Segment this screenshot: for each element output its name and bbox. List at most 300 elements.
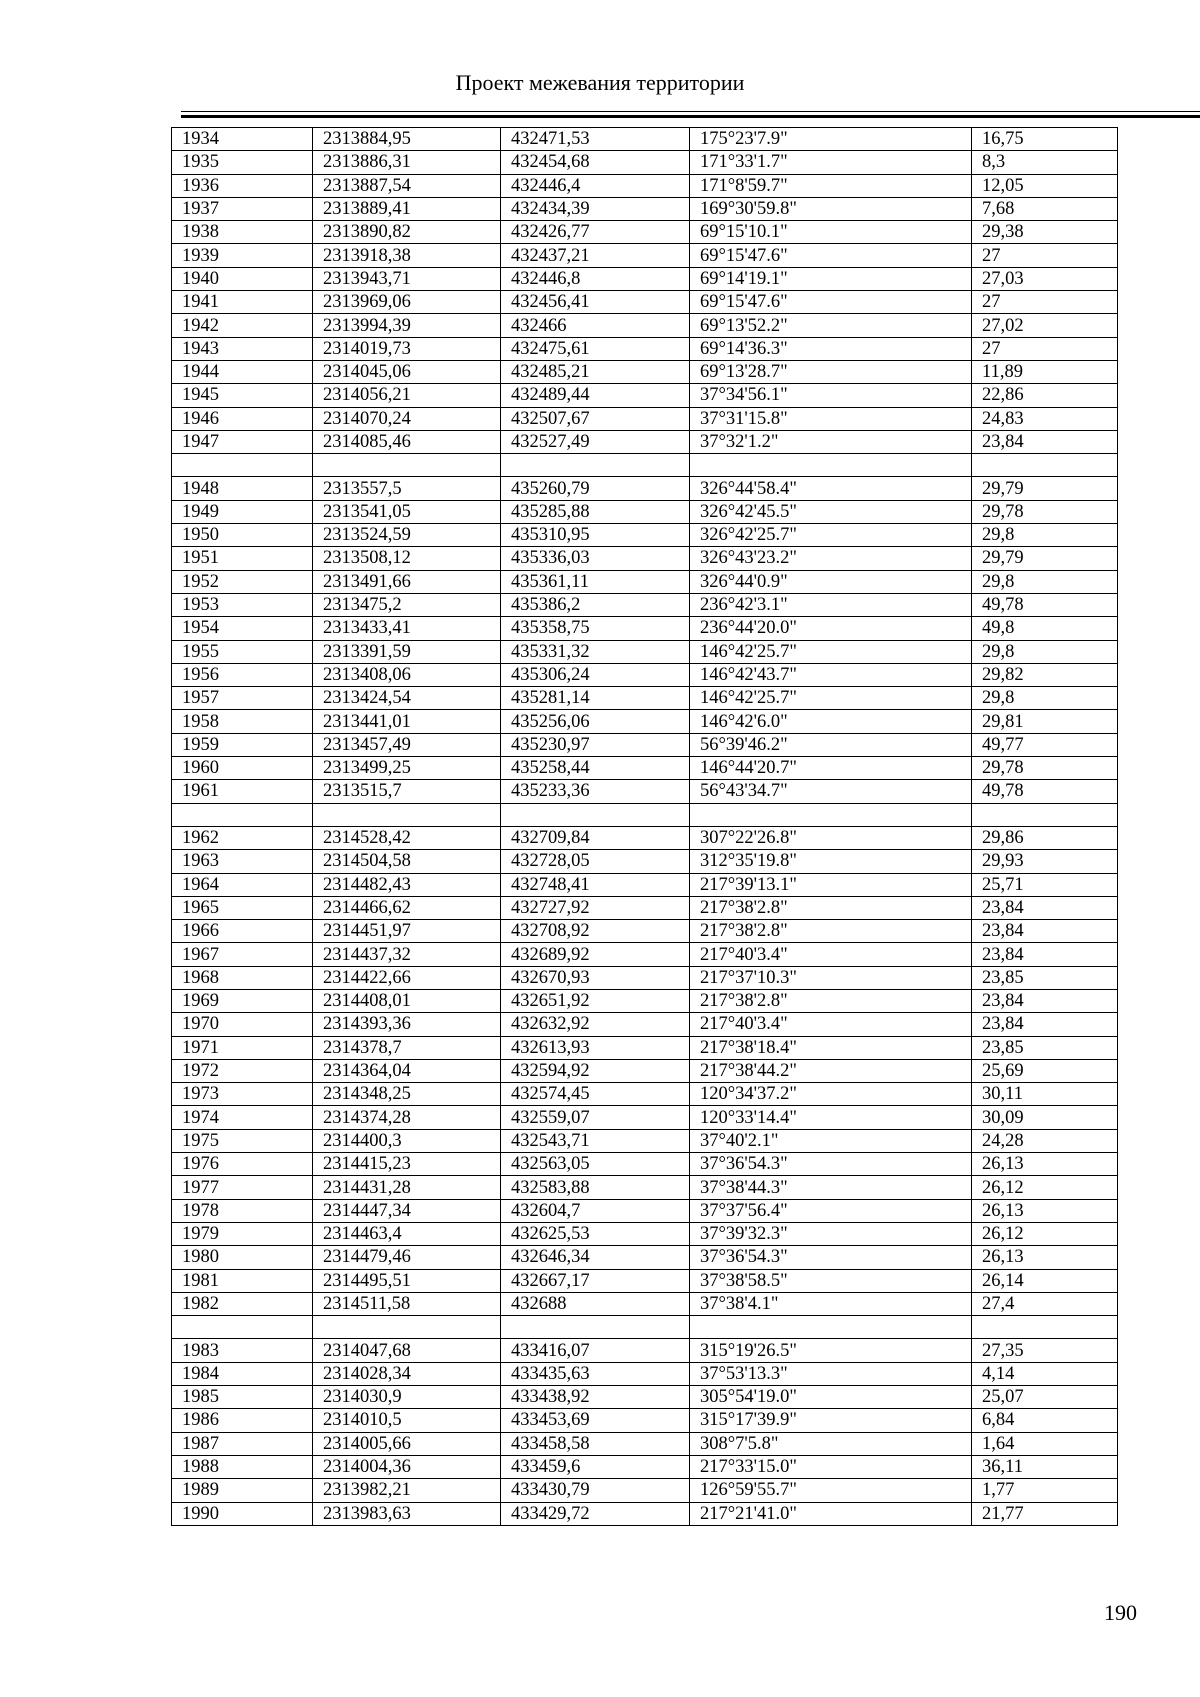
y-coordinate-cell: 432583,88 (501, 1176, 690, 1199)
direction-angle-cell: 56°39'46.2" (690, 733, 972, 756)
direction-angle-cell: 146°42'43.7" (690, 663, 972, 686)
y-coordinate-cell: 432604,7 (501, 1199, 690, 1222)
x-coordinate-cell: 2314030,9 (313, 1386, 501, 1409)
point-number-cell: 1939 (172, 244, 313, 267)
distance-cell: 21,77 (972, 1502, 1118, 1525)
x-coordinate-cell: 2313524,59 (313, 524, 501, 547)
y-coordinate-cell: 433458,58 (501, 1432, 690, 1455)
y-coordinate-cell (501, 454, 690, 477)
direction-angle-cell (690, 1316, 972, 1339)
x-coordinate-cell: 2313433,41 (313, 617, 501, 640)
table-separator-row (172, 1316, 1118, 1339)
distance-cell: 26,12 (972, 1176, 1118, 1199)
distance-cell: 4,14 (972, 1362, 1118, 1385)
distance-cell: 29,8 (972, 687, 1118, 710)
point-number-cell: 1978 (172, 1199, 313, 1222)
x-coordinate-cell: 2313886,31 (313, 151, 501, 174)
point-number-cell: 1940 (172, 267, 313, 290)
y-coordinate-cell: 432485,21 (501, 360, 690, 383)
direction-angle-cell: 236°42'3.1" (690, 593, 972, 616)
point-number-cell: 1945 (172, 384, 313, 407)
distance-cell: 8,3 (972, 151, 1118, 174)
direction-angle-cell: 69°13'52.2" (690, 314, 972, 337)
y-coordinate-cell: 435260,79 (501, 477, 690, 500)
point-number-cell: 1964 (172, 873, 313, 896)
y-coordinate-cell: 435233,36 (501, 780, 690, 803)
direction-angle-cell: 326°43'23.2" (690, 547, 972, 570)
x-coordinate-cell: 2314393,36 (313, 1013, 501, 1036)
table-row (172, 1129, 1118, 1152)
distance-cell: 1,77 (972, 1479, 1118, 1502)
distance-cell: 26,12 (972, 1222, 1118, 1245)
table-row (172, 873, 1118, 896)
y-coordinate-cell (501, 1316, 690, 1339)
y-coordinate-cell: 432475,61 (501, 337, 690, 360)
distance-cell: 26,13 (972, 1246, 1118, 1269)
x-coordinate-cell: 2314348,25 (313, 1083, 501, 1106)
direction-angle-cell: 37°38'44.3" (690, 1176, 972, 1199)
distance-cell: 29,8 (972, 524, 1118, 547)
y-coordinate-cell: 435358,75 (501, 617, 690, 640)
table-row (172, 384, 1118, 407)
point-number-cell: 1962 (172, 826, 313, 849)
table-row (172, 1502, 1118, 1525)
distance-cell: 24,83 (972, 407, 1118, 430)
point-number-cell: 1959 (172, 733, 313, 756)
table-row (172, 1386, 1118, 1409)
direction-angle-cell: 326°42'45.5" (690, 500, 972, 523)
distance-cell: 24,28 (972, 1129, 1118, 1152)
table-row (172, 500, 1118, 523)
y-coordinate-cell: 432489,44 (501, 384, 690, 407)
direction-angle-cell: 315°17'39.9" (690, 1409, 972, 1432)
table-row (172, 1083, 1118, 1106)
y-coordinate-cell: 432651,92 (501, 989, 690, 1012)
direction-angle-cell: 146°42'25.7" (690, 640, 972, 663)
direction-angle-cell: 236°44'20.0" (690, 617, 972, 640)
x-coordinate-cell: 2314085,46 (313, 430, 501, 453)
point-number-cell: 1947 (172, 430, 313, 453)
table-row (172, 524, 1118, 547)
distance-cell: 26,13 (972, 1199, 1118, 1222)
table-row (172, 943, 1118, 966)
table-row (172, 617, 1118, 640)
point-number-cell: 1937 (172, 197, 313, 220)
distance-cell: 26,14 (972, 1269, 1118, 1292)
y-coordinate-cell: 433453,69 (501, 1409, 690, 1432)
distance-cell: 29,81 (972, 710, 1118, 733)
point-number-cell (172, 1316, 313, 1339)
distance-cell (972, 803, 1118, 826)
y-coordinate-cell: 435285,88 (501, 500, 690, 523)
table-row (172, 291, 1118, 314)
direction-angle-cell: 217°38'2.8" (690, 920, 972, 943)
x-coordinate-cell: 2314479,46 (313, 1246, 501, 1269)
point-number-cell: 1954 (172, 617, 313, 640)
distance-cell (972, 454, 1118, 477)
y-coordinate-cell: 432446,8 (501, 267, 690, 290)
y-coordinate-cell: 432613,93 (501, 1036, 690, 1059)
table-row (172, 221, 1118, 244)
y-coordinate-cell: 435258,44 (501, 757, 690, 780)
x-coordinate-cell: 2314004,36 (313, 1455, 501, 1478)
point-number-cell: 1981 (172, 1269, 313, 1292)
page-number: 190 (1104, 1600, 1137, 1625)
y-coordinate-cell: 432728,05 (501, 850, 690, 873)
table-row (172, 593, 1118, 616)
direction-angle-cell: 120°33'14.4" (690, 1106, 972, 1129)
y-coordinate-cell: 432543,71 (501, 1129, 690, 1152)
table-row (172, 733, 1118, 756)
table-row (172, 1269, 1118, 1292)
direction-angle-cell: 146°42'25.7" (690, 687, 972, 710)
direction-angle-cell: 37°38'58.5" (690, 1269, 972, 1292)
distance-cell: 22,86 (972, 384, 1118, 407)
table-row (172, 244, 1118, 267)
table-row (172, 1479, 1118, 1502)
distance-cell: 29,79 (972, 547, 1118, 570)
direction-angle-cell: 37°39'32.3" (690, 1222, 972, 1245)
point-number-cell: 1948 (172, 477, 313, 500)
direction-angle-cell: 56°43'34.7" (690, 780, 972, 803)
x-coordinate-cell: 2313969,06 (313, 291, 501, 314)
distance-cell: 23,84 (972, 1013, 1118, 1036)
distance-cell: 49,78 (972, 593, 1118, 616)
x-coordinate-cell: 2313943,71 (313, 267, 501, 290)
distance-cell: 11,89 (972, 360, 1118, 383)
point-number-cell: 1986 (172, 1409, 313, 1432)
table-separator-row (172, 803, 1118, 826)
distance-cell: 29,93 (972, 850, 1118, 873)
point-number-cell: 1950 (172, 524, 313, 547)
table-row (172, 1176, 1118, 1199)
direction-angle-cell: 217°38'2.8" (690, 896, 972, 919)
table-row (172, 896, 1118, 919)
y-coordinate-cell: 432574,45 (501, 1083, 690, 1106)
distance-cell: 29,78 (972, 757, 1118, 780)
table-row (172, 850, 1118, 873)
distance-cell: 49,8 (972, 617, 1118, 640)
distance-cell: 29,82 (972, 663, 1118, 686)
x-coordinate-cell: 2313424,54 (313, 687, 501, 710)
y-coordinate-cell: 432527,49 (501, 430, 690, 453)
document-header-title: Проект межевания территории (455, 70, 745, 95)
x-coordinate-cell: 2313982,21 (313, 1479, 501, 1502)
direction-angle-cell: 37°53'13.3" (690, 1362, 972, 1385)
x-coordinate-cell (313, 454, 501, 477)
distance-cell: 49,78 (972, 780, 1118, 803)
direction-angle-cell: 69°15'47.6" (690, 244, 972, 267)
point-number-cell: 1967 (172, 943, 313, 966)
point-number-cell: 1953 (172, 593, 313, 616)
x-coordinate-cell: 2313441,01 (313, 710, 501, 733)
x-coordinate-cell: 2313983,63 (313, 1502, 501, 1525)
x-coordinate-cell: 2313918,38 (313, 244, 501, 267)
point-number-cell: 1936 (172, 174, 313, 197)
point-number-cell: 1951 (172, 547, 313, 570)
x-coordinate-cell: 2314447,34 (313, 1199, 501, 1222)
point-number-cell: 1972 (172, 1059, 313, 1082)
table-row (172, 1292, 1118, 1315)
point-number-cell: 1983 (172, 1339, 313, 1362)
point-number-cell: 1974 (172, 1106, 313, 1129)
table-row (172, 1153, 1118, 1176)
distance-cell (972, 1316, 1118, 1339)
point-number-cell: 1938 (172, 221, 313, 244)
point-number-cell: 1946 (172, 407, 313, 430)
y-coordinate-cell: 432456,41 (501, 291, 690, 314)
table-row (172, 430, 1118, 453)
point-number-cell: 1957 (172, 687, 313, 710)
x-coordinate-cell: 2314056,21 (313, 384, 501, 407)
table-separator-row (172, 454, 1118, 477)
table-row (172, 1455, 1118, 1478)
direction-angle-cell: 326°44'0.9" (690, 570, 972, 593)
table-row (172, 314, 1118, 337)
y-coordinate-cell: 432625,53 (501, 1222, 690, 1245)
distance-cell: 29,78 (972, 500, 1118, 523)
distance-cell: 30,09 (972, 1106, 1118, 1129)
distance-cell: 25,07 (972, 1386, 1118, 1409)
x-coordinate-cell: 2314374,28 (313, 1106, 501, 1129)
x-coordinate-cell: 2314019,73 (313, 337, 501, 360)
point-number-cell: 1973 (172, 1083, 313, 1106)
direction-angle-cell: 312°35'19.8" (690, 850, 972, 873)
table-row (172, 1246, 1118, 1269)
distance-cell: 23,84 (972, 920, 1118, 943)
direction-angle-cell: 308°7'5.8" (690, 1432, 972, 1455)
point-number-cell: 1942 (172, 314, 313, 337)
direction-angle-cell: 69°14'36.3" (690, 337, 972, 360)
table-row (172, 966, 1118, 989)
distance-cell: 27,02 (972, 314, 1118, 337)
direction-angle-cell (690, 454, 972, 477)
distance-cell: 25,69 (972, 1059, 1118, 1082)
coordinates-table (171, 127, 1118, 1526)
table-row (172, 570, 1118, 593)
point-number-cell: 1971 (172, 1036, 313, 1059)
table-row (172, 151, 1118, 174)
y-coordinate-cell: 435331,32 (501, 640, 690, 663)
distance-cell: 27 (972, 291, 1118, 314)
table-row (172, 710, 1118, 733)
x-coordinate-cell: 2314070,24 (313, 407, 501, 430)
x-coordinate-cell: 2314415,23 (313, 1153, 501, 1176)
table-row (172, 1013, 1118, 1036)
direction-angle-cell: 217°33'15.0" (690, 1455, 972, 1478)
x-coordinate-cell: 2314431,28 (313, 1176, 501, 1199)
point-number-cell: 1984 (172, 1362, 313, 1385)
direction-angle-cell: 69°14'19.1" (690, 267, 972, 290)
x-coordinate-cell: 2313408,06 (313, 663, 501, 686)
direction-angle-cell: 217°40'3.4" (690, 1013, 972, 1036)
distance-cell: 6,84 (972, 1409, 1118, 1432)
point-number-cell (172, 803, 313, 826)
x-coordinate-cell: 2314466,62 (313, 896, 501, 919)
direction-angle-cell: 69°15'47.6" (690, 291, 972, 314)
direction-angle-cell: 326°44'58.4" (690, 477, 972, 500)
direction-angle-cell: 69°13'28.7" (690, 360, 972, 383)
y-coordinate-cell: 432454,68 (501, 151, 690, 174)
x-coordinate-cell: 2313884,95 (313, 128, 501, 151)
direction-angle-cell: 120°34'37.2" (690, 1083, 972, 1106)
direction-angle-cell: 37°38'4.1" (690, 1292, 972, 1315)
point-number-cell: 1955 (172, 640, 313, 663)
table-row (172, 267, 1118, 290)
table-row (172, 1036, 1118, 1059)
x-coordinate-cell: 2313994,39 (313, 314, 501, 337)
distance-cell: 23,84 (972, 430, 1118, 453)
x-coordinate-cell (313, 1316, 501, 1339)
table-row (172, 1222, 1118, 1245)
distance-cell: 49,77 (972, 733, 1118, 756)
point-number-cell: 1980 (172, 1246, 313, 1269)
x-coordinate-cell: 2313541,05 (313, 500, 501, 523)
y-coordinate-cell: 432688 (501, 1292, 690, 1315)
y-coordinate-cell: 432689,92 (501, 943, 690, 966)
distance-cell: 23,84 (972, 943, 1118, 966)
x-coordinate-cell: 2314504,58 (313, 850, 501, 873)
point-number-cell: 1977 (172, 1176, 313, 1199)
header-rule-thin (181, 111, 1200, 112)
direction-angle-cell: 217°40'3.4" (690, 943, 972, 966)
distance-cell: 26,13 (972, 1153, 1118, 1176)
direction-angle-cell: 217°37'10.3" (690, 966, 972, 989)
y-coordinate-cell: 432563,05 (501, 1153, 690, 1176)
distance-cell: 23,84 (972, 989, 1118, 1012)
x-coordinate-cell: 2313557,5 (313, 477, 501, 500)
x-coordinate-cell: 2314495,51 (313, 1269, 501, 1292)
table-row (172, 197, 1118, 220)
point-number-cell: 1970 (172, 1013, 313, 1036)
table-row (172, 780, 1118, 803)
point-number-cell: 1949 (172, 500, 313, 523)
table-row (172, 663, 1118, 686)
distance-cell: 16,75 (972, 128, 1118, 151)
x-coordinate-cell: 2314378,7 (313, 1036, 501, 1059)
x-coordinate-cell: 2314437,32 (313, 943, 501, 966)
y-coordinate-cell: 433438,92 (501, 1386, 690, 1409)
y-coordinate-cell: 432708,92 (501, 920, 690, 943)
point-number-cell (172, 454, 313, 477)
table-row (172, 477, 1118, 500)
y-coordinate-cell: 435230,97 (501, 733, 690, 756)
distance-cell: 27,03 (972, 267, 1118, 290)
point-number-cell: 1941 (172, 291, 313, 314)
direction-angle-cell: 217°21'41.0" (690, 1502, 972, 1525)
direction-angle-cell: 37°36'54.3" (690, 1246, 972, 1269)
point-number-cell: 1952 (172, 570, 313, 593)
x-coordinate-cell: 2314422,66 (313, 966, 501, 989)
point-number-cell: 1976 (172, 1153, 313, 1176)
table-row (172, 407, 1118, 430)
y-coordinate-cell: 433430,79 (501, 1479, 690, 1502)
point-number-cell: 1990 (172, 1502, 313, 1525)
y-coordinate-cell: 435386,2 (501, 593, 690, 616)
y-coordinate-cell: 433416,07 (501, 1339, 690, 1362)
header-rule-thick (181, 115, 1200, 118)
table-row (172, 360, 1118, 383)
distance-cell: 27 (972, 337, 1118, 360)
direction-angle-cell: 217°39'13.1" (690, 873, 972, 896)
y-coordinate-cell: 432471,53 (501, 128, 690, 151)
x-coordinate-cell: 2313457,49 (313, 733, 501, 756)
y-coordinate-cell: 432646,34 (501, 1246, 690, 1269)
y-coordinate-cell: 433459,6 (501, 1455, 690, 1478)
y-coordinate-cell: 432632,92 (501, 1013, 690, 1036)
distance-cell: 27 (972, 244, 1118, 267)
x-coordinate-cell: 2314364,04 (313, 1059, 501, 1082)
point-number-cell: 1944 (172, 360, 313, 383)
point-number-cell: 1934 (172, 128, 313, 151)
x-coordinate-cell: 2314010,5 (313, 1409, 501, 1432)
y-coordinate-cell: 435361,11 (501, 570, 690, 593)
point-number-cell: 1969 (172, 989, 313, 1012)
distance-cell: 23,84 (972, 896, 1118, 919)
x-coordinate-cell: 2314451,97 (313, 920, 501, 943)
direction-angle-cell: 326°42'25.7" (690, 524, 972, 547)
direction-angle-cell: 217°38'18.4" (690, 1036, 972, 1059)
x-coordinate-cell: 2313491,66 (313, 570, 501, 593)
table-row (172, 826, 1118, 849)
x-coordinate-cell: 2314005,66 (313, 1432, 501, 1455)
distance-cell: 25,71 (972, 873, 1118, 896)
y-coordinate-cell: 432748,41 (501, 873, 690, 896)
x-coordinate-cell: 2313391,59 (313, 640, 501, 663)
y-coordinate-cell: 435310,95 (501, 524, 690, 547)
direction-angle-cell: 69°15'10.1" (690, 221, 972, 244)
direction-angle-cell: 171°8'59.7" (690, 174, 972, 197)
point-number-cell: 1943 (172, 337, 313, 360)
y-coordinate-cell: 432670,93 (501, 966, 690, 989)
y-coordinate-cell: 435256,06 (501, 710, 690, 733)
table-row (172, 547, 1118, 570)
table-row (172, 1362, 1118, 1385)
x-coordinate-cell: 2313499,25 (313, 757, 501, 780)
distance-cell: 7,68 (972, 197, 1118, 220)
point-number-cell: 1989 (172, 1479, 313, 1502)
point-number-cell: 1982 (172, 1292, 313, 1315)
y-coordinate-cell: 432559,07 (501, 1106, 690, 1129)
point-number-cell: 1935 (172, 151, 313, 174)
direction-angle-cell: 305°54'19.0" (690, 1386, 972, 1409)
distance-cell: 23,85 (972, 1036, 1118, 1059)
y-coordinate-cell (501, 803, 690, 826)
distance-cell: 36,11 (972, 1455, 1118, 1478)
direction-angle-cell: 37°31'15.8" (690, 407, 972, 430)
distance-cell: 27,35 (972, 1339, 1118, 1362)
x-coordinate-cell: 2314045,06 (313, 360, 501, 383)
x-coordinate-cell: 2313889,41 (313, 197, 501, 220)
distance-cell: 29,8 (972, 570, 1118, 593)
x-coordinate-cell: 2313515,7 (313, 780, 501, 803)
x-coordinate-cell: 2314511,58 (313, 1292, 501, 1315)
point-number-cell: 1965 (172, 896, 313, 919)
table-row (172, 687, 1118, 710)
direction-angle-cell: 175°23'7.9" (690, 128, 972, 151)
point-number-cell: 1975 (172, 1129, 313, 1152)
x-coordinate-cell: 2314482,43 (313, 873, 501, 896)
y-coordinate-cell: 432446,4 (501, 174, 690, 197)
distance-cell: 1,64 (972, 1432, 1118, 1455)
direction-angle-cell: 126°59'55.7" (690, 1479, 972, 1502)
point-number-cell: 1961 (172, 780, 313, 803)
direction-angle-cell: 169°30'59.8" (690, 197, 972, 220)
y-coordinate-cell: 435281,14 (501, 687, 690, 710)
direction-angle-cell: 315°19'26.5" (690, 1339, 972, 1362)
direction-angle-cell: 146°42'6.0" (690, 710, 972, 733)
x-coordinate-cell: 2313508,12 (313, 547, 501, 570)
